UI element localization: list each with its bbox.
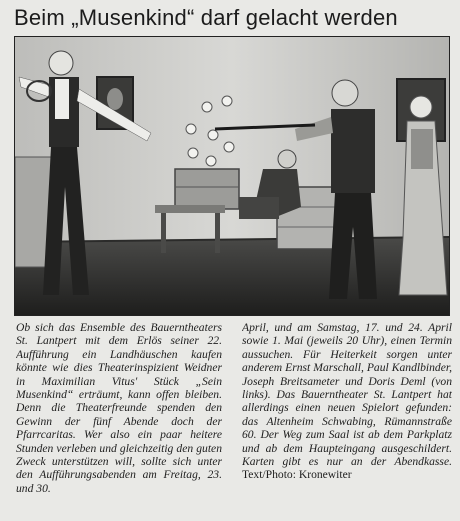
article-column-right	[242, 321, 452, 519]
article-photo	[14, 36, 450, 316]
article-column-left: Ob sich das Ensemble des Bauerntheaters St. Lantpert mit dem Erlös seiner 22. Aufführung ein Landhäuschen kaufen könnte wie dies Theaterinspizient Weidner in Maximilian Vitus' Stück „Sein Musenkind“ erträumt, kann offen bleiben. Denn die Theaterfreunde spenden den Gewinn der fünf Abende doch der Pfarrcaritas. Wer also ein paar heitere Stunden verleben und gleichzeitig den guten Zweck unterstützen will, sollte sich unter den Aufführungsabenden am Freitag, 23. und 30.	[16, 321, 222, 495]
headline: Beim „Musenkind“ darf gelacht werden	[14, 5, 398, 30]
photo-credit: Text/Photo: Kronewiter	[242, 468, 352, 482]
column-right-text: April, und am Samstag, 17. und 24. April sowie 1. Mai (jeweils 20 Uhr), einen Termin aussuchen. Für Heiterkeit sorgen unter anderem Ernst Marschall, Paul Kandlbinder, Joseph Breitsameter und Doris Deml (von links). Das Bauerntheater St. Lantpert hat allerdings einen neuen Spielort gefunden: das Altenheim Schwabing, Rümannstraße 60. Der Weg zum Saal ist ab dem Parkplatz und ab dem Haupteingang ausgeschildert. Karten gibt es nur an der Abendkasse.	[242, 321, 452, 469]
